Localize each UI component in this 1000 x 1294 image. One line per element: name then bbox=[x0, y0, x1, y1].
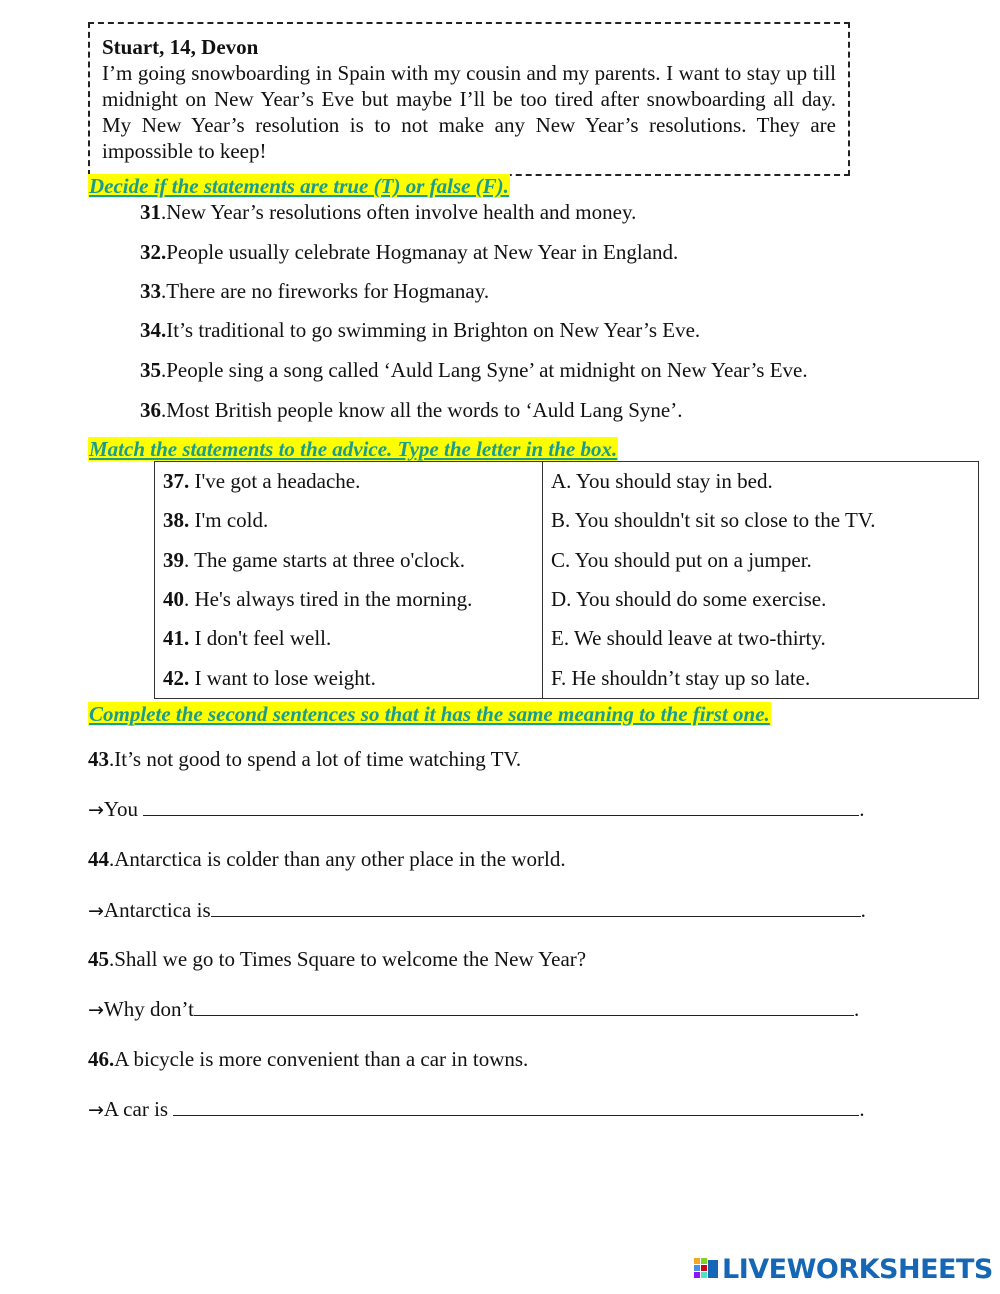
question-number: 43 bbox=[88, 747, 109, 771]
statement-number: 41. bbox=[163, 626, 190, 651]
statement-number: 38. bbox=[163, 508, 190, 533]
answer-period: . bbox=[853, 997, 860, 1021]
table-row bbox=[155, 541, 979, 580]
statement-number: 39 bbox=[163, 547, 184, 572]
tf-item-text: People usually celebrate Hogmanay at New Year in England. bbox=[166, 240, 679, 264]
liveworksheets-logo bbox=[694, 1254, 993, 1284]
table-row bbox=[155, 501, 979, 540]
tf-item-text: .There are no fireworks for Hogmanay. bbox=[161, 279, 490, 303]
question-sentence: A bicycle is more convenient than a car in towns. bbox=[114, 1047, 529, 1071]
rewrite-question bbox=[88, 746, 521, 772]
statement-text: I don't feel well. bbox=[189, 626, 332, 651]
answer-blank[interactable] bbox=[143, 797, 859, 816]
advice-cell: C. You should put on a jumper. bbox=[543, 541, 979, 580]
tf-item bbox=[140, 200, 636, 224]
rewrite-answer-row bbox=[88, 996, 859, 1023]
table-row bbox=[155, 462, 979, 502]
tf-item bbox=[140, 318, 700, 342]
statement-text: I've got a headache. bbox=[189, 469, 361, 494]
statement-number: 37. bbox=[163, 469, 190, 494]
statement-number: 40 bbox=[163, 587, 184, 612]
rewrite-instruction-wrap bbox=[88, 702, 771, 727]
question-number: 44 bbox=[88, 847, 109, 871]
reading-text-box bbox=[88, 22, 850, 176]
tf-item bbox=[140, 358, 808, 382]
question-sentence: .Antarctica is colder than any other place in the world. bbox=[109, 847, 566, 871]
tf-item-text: It’s traditional to go swimming in Brighton on New Year’s Eve. bbox=[166, 318, 701, 342]
logo-mark-icon bbox=[694, 1256, 720, 1282]
statement-number: 42. bbox=[163, 665, 190, 690]
statement-cell bbox=[155, 501, 543, 540]
table-row bbox=[155, 580, 979, 619]
statement-text: . He's always tired in the morning. bbox=[184, 587, 473, 612]
table-row bbox=[155, 659, 979, 699]
answer-blank[interactable] bbox=[211, 898, 861, 917]
statement-cell bbox=[155, 619, 543, 658]
question-sentence: .Shall we go to Times Square to welcome the New Year? bbox=[109, 947, 587, 971]
tf-item-number: 36 bbox=[140, 398, 161, 422]
question-number: 45 bbox=[88, 947, 109, 971]
statement-cell bbox=[155, 462, 543, 502]
table-row bbox=[155, 619, 979, 658]
tf-item bbox=[140, 398, 682, 422]
arrow-icon: → bbox=[88, 799, 104, 821]
answer-period: . bbox=[860, 898, 866, 922]
answer-period: . bbox=[859, 1097, 865, 1121]
tf-instruction-wrap bbox=[88, 174, 510, 199]
statement-text: I'm cold. bbox=[189, 508, 269, 533]
tf-item-number: 34. bbox=[140, 318, 167, 342]
statement-text: I want to lose weight. bbox=[189, 665, 376, 690]
advice-cell: E. We should leave at two-thirty. bbox=[543, 619, 979, 658]
rewrite-answer-row bbox=[88, 1096, 865, 1123]
tf-item-number: 31 bbox=[140, 200, 161, 224]
advice-cell: F. He shouldn’t stay up so late. bbox=[543, 659, 979, 699]
statement-text: . The game starts at three o'clock. bbox=[184, 547, 465, 572]
arrow-icon: → bbox=[88, 999, 104, 1021]
match-instruction-wrap bbox=[88, 437, 618, 462]
tf-item-text: .People sing a song called ‘Auld Lang Syne’ at midnight on New Year’s Eve. bbox=[161, 358, 808, 382]
question-number: 46. bbox=[88, 1047, 115, 1071]
answer-prompt: Why don’t bbox=[103, 997, 194, 1021]
match-table bbox=[154, 461, 979, 699]
advice-cell: A. You should stay in bed. bbox=[543, 462, 979, 502]
writer-text: I’m going snowboarding in Spain with my cousin and my parents. I want to stay up till midnight on New Year’s Eve but maybe I’ll be too tired after snowboarding all day. My New Year’s resolution is to not make any New Year’s resolutions. They are impossible to keep! bbox=[102, 61, 836, 163]
answer-prompt: Antarctica is bbox=[103, 898, 211, 922]
statement-cell bbox=[155, 659, 543, 699]
advice-cell: B. You shouldn't sit so close to the TV. bbox=[543, 501, 979, 540]
rewrite-answer-row bbox=[88, 796, 865, 823]
rewrite-question bbox=[88, 1046, 528, 1072]
answer-prompt: A car is bbox=[103, 1097, 174, 1121]
tf-item-number: 32. bbox=[140, 240, 167, 264]
answer-blank[interactable] bbox=[194, 997, 854, 1016]
tf-item-number: 33 bbox=[140, 279, 161, 303]
statement-cell bbox=[155, 541, 543, 580]
logo-text: LIVEWORKSHEETS bbox=[722, 1253, 993, 1285]
answer-period: . bbox=[859, 797, 865, 821]
rewrite-question bbox=[88, 946, 586, 972]
arrow-icon: → bbox=[88, 1099, 104, 1121]
advice-cell: D. You should do some exercise. bbox=[543, 580, 979, 619]
statement-cell bbox=[155, 580, 543, 619]
tf-item-text: .Most British people know all the words to ‘Auld Lang Syne’. bbox=[161, 398, 683, 422]
answer-prompt: You bbox=[103, 797, 144, 821]
rewrite-answer-row bbox=[88, 897, 866, 924]
tf-item-text: .New Year’s resolutions often involve health and money. bbox=[161, 200, 637, 224]
arrow-icon: → bbox=[88, 900, 104, 922]
rewrite-question bbox=[88, 846, 566, 872]
tf-instruction: Decide if the statements are true (T) or false (F). bbox=[89, 174, 509, 198]
tf-item-number: 35 bbox=[140, 358, 161, 382]
tf-item bbox=[140, 279, 489, 303]
tf-item bbox=[140, 240, 678, 264]
rewrite-instruction: Complete the second sentences so that it has the same meaning to the first one. bbox=[89, 702, 770, 726]
writer-name: Stuart, 14, Devon bbox=[102, 35, 259, 59]
question-sentence: .It’s not good to spend a lot of time watching TV. bbox=[109, 747, 522, 771]
match-instruction: Match the statements to the advice. Type the letter in the box. bbox=[89, 437, 618, 461]
answer-blank[interactable] bbox=[173, 1097, 859, 1116]
